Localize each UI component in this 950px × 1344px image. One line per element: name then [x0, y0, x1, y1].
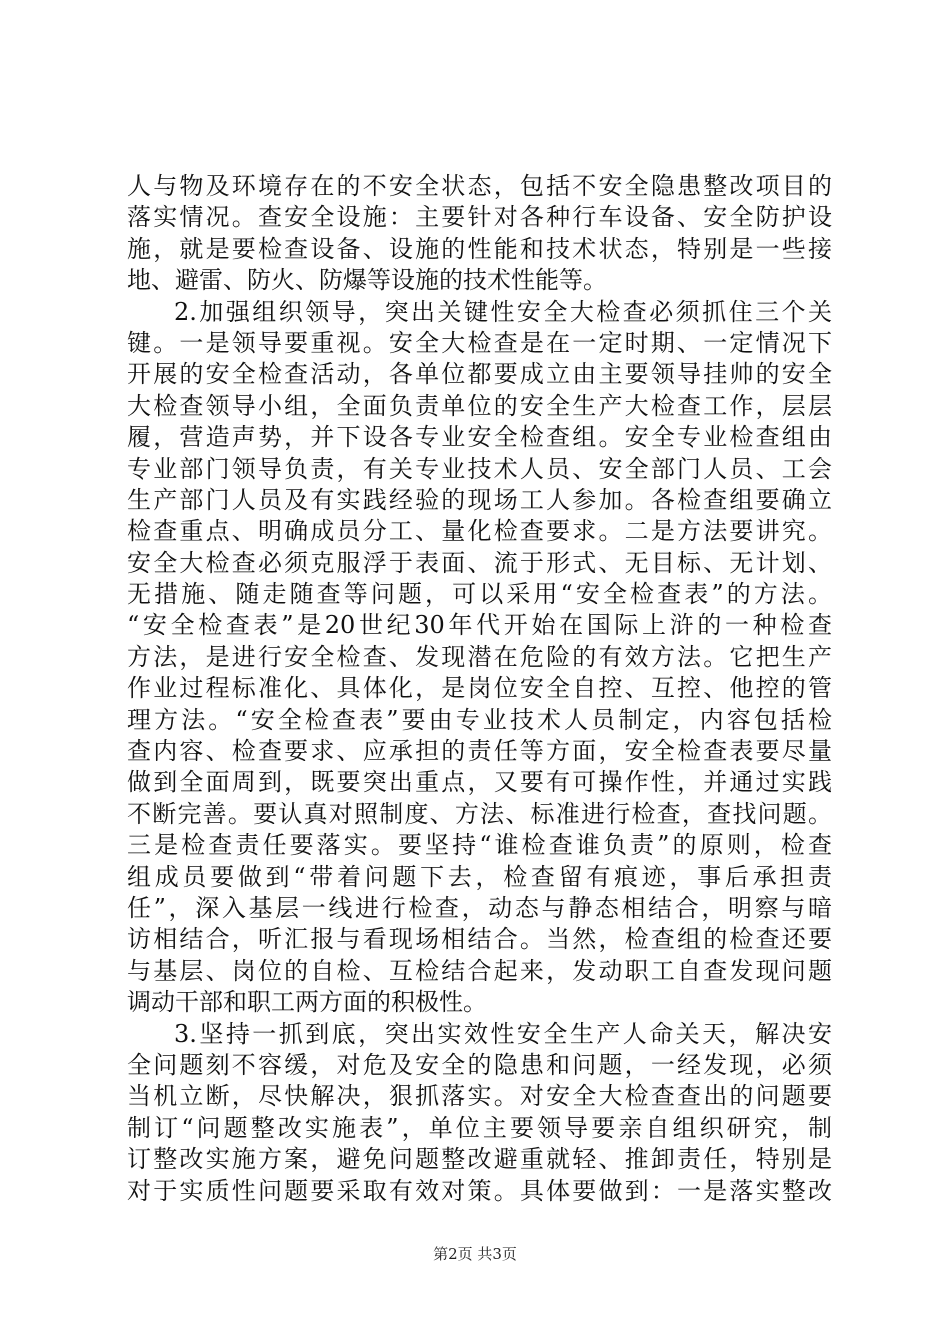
text-line: 全问题刻不容缓，对危及安全的隐患和问题，一经发现，必须 — [127, 1050, 832, 1079]
text-line: 施，就是要检查设备、设施的性能和技术状态，特别是一些接 — [127, 234, 832, 263]
text-line: 地、避雷、防火、防爆等设施的技术性能等。 — [127, 266, 607, 295]
text-line: 做到全面周到，既要突出重点，又要有可操作性，并通过实践 — [127, 768, 832, 797]
text-line: 作业过程标准化、具体化，是岗位安全自控、互控、他控的管 — [127, 674, 832, 703]
text-line: 3.坚持一抓到底，突出实效性安全生产人命关天，解决安 — [174, 1019, 832, 1048]
text-line: 开展的安全检查活动，各单位都要成立由主要领导挂帅的安全 — [127, 360, 832, 389]
text-line: 三是检查责任要落实。要坚持“谁检查谁负责”的原则，检查 — [127, 831, 832, 860]
text-line: 不断完善。要认真对照制度、方法、标准进行检查，查找问题。 — [127, 799, 832, 828]
text-line: 大检查领导小组，全面负责单位的安全生产大检查工作，层层 — [127, 391, 832, 420]
text-line: 方法，是进行安全检查、发现潜在危险的有效方法。它把生产 — [127, 642, 832, 671]
text-line: 任”，深入基层一线进行检查，动态与静态相结合，明察与暗 — [127, 893, 832, 922]
text-line: 落实情况。查安全设施：主要针对各种行车设备、安全防护设 — [127, 203, 832, 232]
text-line: 理方法。“安全检查表”要由专业技术人员制定，内容包括检 — [127, 705, 832, 734]
text-line: 安全大检查必须克服浮于表面、流于形式、无目标、无计划、 — [127, 548, 832, 577]
text-line: 访相结合，听汇报与看现场相结合。当然，检查组的检查还要 — [127, 925, 832, 954]
page-number-label: 第2页 共3页 — [433, 1245, 517, 1263]
text-line: 检查重点、明确成员分工、量化检查要求。二是方法要讲究。 — [127, 517, 832, 546]
text-line: 与基层、岗位的自检、互检结合起来，发动职工自查发现问题 — [127, 956, 832, 985]
text-line: 制订“问题整改实施表”，单位主要领导要亲自组织研究，制 — [127, 1113, 832, 1142]
text-line: 查内容、检查要求、应承担的责任等方面，安全检查表要尽量 — [127, 737, 832, 766]
text-line: 键。一是领导要重视。安全大检查是在一定时期、一定情况下 — [127, 328, 832, 357]
text-line: 生产部门人员及有实践经验的现场工人参加。各检查组要确立 — [127, 485, 832, 514]
text-line: 人与物及环境存在的不安全状态，包括不安全隐患整改项目的 — [127, 172, 832, 200]
text-line: 当机立断，尽快解决，狠抓落实。对安全大检查查出的问题要 — [127, 1082, 832, 1111]
text-line: 2.加强组织领导，突出关键性安全大检查必须抓住三个关 — [174, 297, 832, 326]
text-line: 组成员要做到“带着问题下去，检查留有痕迹，事后承担责 — [127, 862, 832, 891]
text-line: 无措施、随走随查等问题，可以采用“安全检查表”的方法。 — [127, 580, 832, 609]
text-line: “安全检查表”是20世纪30年代开始在国际上浒的一种检查 — [127, 611, 832, 640]
body-text — [127, 171, 832, 1207]
text-line: 履，营造声势，并下设各专业安全检查组。安全专业检查组由 — [127, 423, 832, 452]
text-line: 对于实质性问题要采取有效对策。具体要做到：一是落实整改 — [127, 1176, 832, 1205]
text-line: 专业部门领导负责，有关专业技术人员、安全部门人员、工会 — [127, 454, 832, 483]
page-footer — [0, 1244, 950, 1264]
text-line: 调动干部和职工两方面的积极性。 — [127, 988, 487, 1017]
text-line: 订整改实施方案，避免问题整改避重就轻、推卸责任，特别是 — [127, 1145, 832, 1174]
